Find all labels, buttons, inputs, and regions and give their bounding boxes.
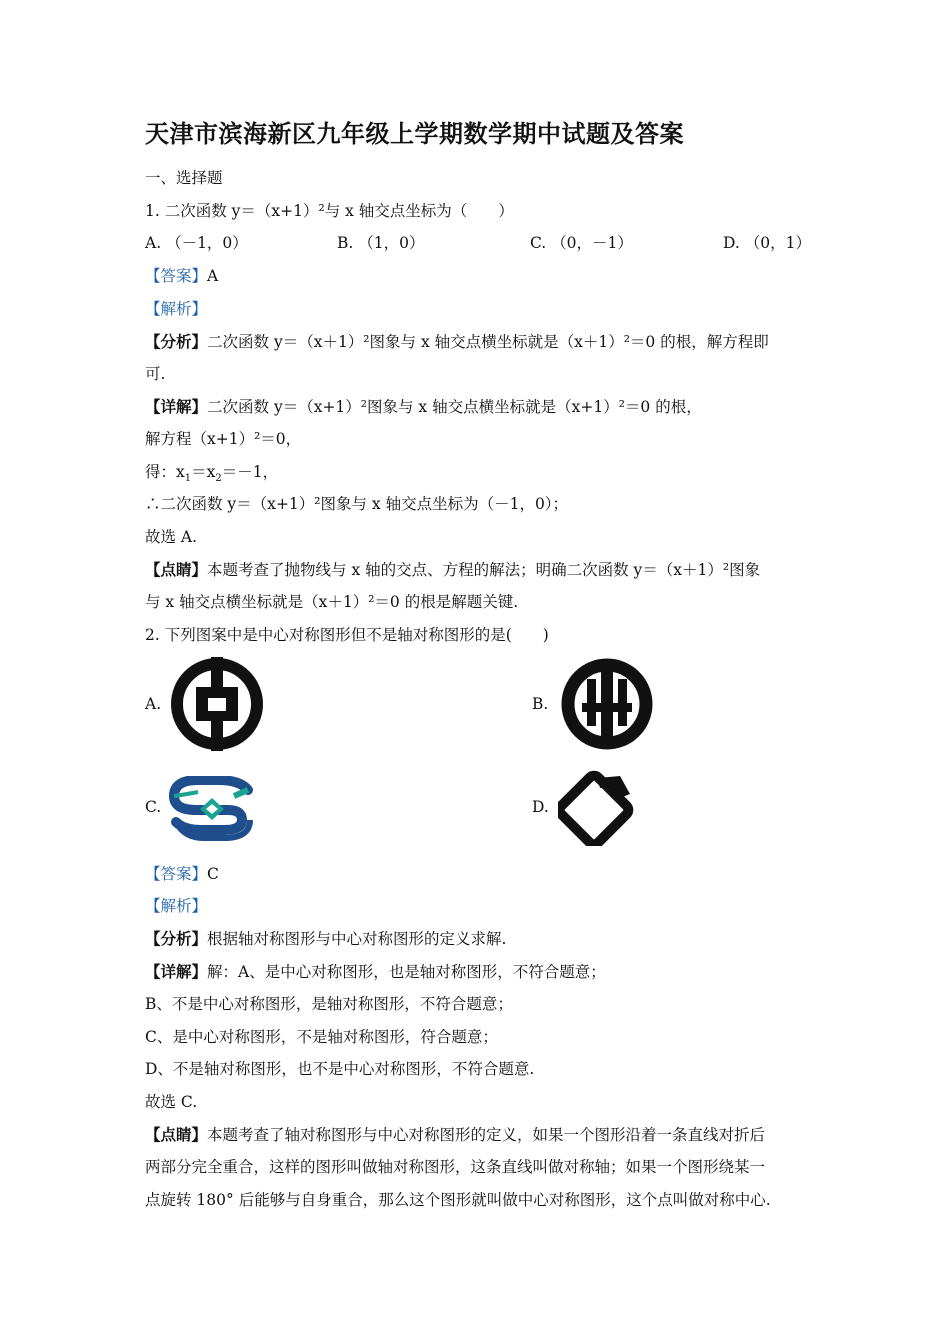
dianjing-text: 本题考查了轴对称图形与中心对称图形的定义，如果一个图形沿着一条直线对折后 — [207, 1126, 766, 1144]
option-label: A. — [145, 234, 162, 252]
answer-tag: 【答案】 — [145, 267, 208, 285]
cmbc-s-logo-icon — [168, 776, 256, 842]
subscript-2: 2 — [215, 473, 222, 485]
subscript-1: 1 — [184, 473, 192, 485]
option-text: （1，0） — [358, 234, 425, 252]
q1-xiangjie-3 — [145, 460, 278, 484]
xiangjie-tag: 【详解】 — [145, 397, 208, 416]
xiangjie-3-part: ＝－1， — [221, 463, 279, 481]
answer-value: A — [207, 267, 219, 285]
section-heading: 一、选择题 — [145, 169, 223, 187]
dianjing-tag: 【点睛】 — [145, 560, 208, 579]
option-text: （0，1） — [744, 234, 811, 252]
q1-xiangjie-4: ∴二次函数 y＝（x+1）²图象与 x 轴交点坐标为（－1，0）； — [145, 495, 569, 513]
fenxi-tag: 【分析】 — [145, 929, 208, 948]
q2-xiangjie-3: C、是中心对称图形，不是轴对称图形，符合题意； — [145, 1028, 498, 1046]
q1-option-d — [723, 231, 811, 253]
q2-dianjing-2: 两部分完全重合，这样的图形叫做轴对称图形，这条直线叫做对称轴；如果一个图形绕某一 — [145, 1158, 766, 1176]
q1-jiexi-tag: 【解析】 — [145, 300, 208, 318]
xiangjie-3-part: ＝x — [191, 463, 216, 481]
option-text: （－1，0） — [166, 234, 248, 252]
q1-dianjing-2: 与 x 轴交点横坐标就是（x＋1）²＝0 的根是解题关键. — [145, 593, 519, 611]
page-title: 天津市滨海新区九年级上学期数学期中试题及答案 — [145, 120, 684, 148]
ccb-logo-icon — [558, 770, 636, 846]
q2-jiexi-tag: 【解析】 — [145, 897, 208, 915]
q2-option-a-label: A. — [145, 695, 162, 713]
q2-stem: 2. 下列图案中是中心对称图形但不是轴对称图形的是( ) — [145, 626, 549, 644]
fenxi-tag: 【分析】 — [145, 332, 208, 351]
q2-xiangjie-2: B、不是中心对称图形，是轴对称图形，不符合题意； — [145, 995, 513, 1013]
xiangjie-text: 二次函数 y＝（x+1）²图象与 x 轴交点横坐标就是（x+1）²＝0 的根， — [207, 398, 702, 416]
q2-xiangjie-5: 故选 C. — [145, 1093, 198, 1111]
q2-xiangjie — [145, 960, 606, 982]
dianjing-tag: 【点睛】 — [145, 1125, 208, 1144]
option-label: B. — [337, 234, 354, 252]
q1-option-c — [530, 231, 633, 253]
xiangjie-tag: 【详解】 — [145, 962, 208, 981]
q2-dianjing-3: 点旋转 180° 后能够与自身重合，那么这个图形就叫做中心对称图形，这个点叫做对称中心. — [145, 1191, 771, 1209]
q1-fenxi — [145, 330, 769, 352]
fenxi-text: 根据轴对称图形与中心对称图形的定义求解. — [207, 930, 507, 948]
agricultural-bank-logo-icon — [560, 657, 654, 751]
q1-fenxi-cont: 可. — [145, 365, 166, 383]
q1-xiangjie-5: 故选 A. — [145, 528, 198, 546]
q2-fenxi — [145, 927, 506, 949]
option-label: C. — [530, 234, 547, 252]
xiangjie-3-part: 得：x — [145, 463, 185, 481]
q2-answer — [145, 862, 219, 884]
q1-answer — [145, 264, 218, 286]
q2-xiangjie-4: D、不是轴对称图形，也不是中心对称图形，不符合题意. — [145, 1060, 535, 1078]
q1-option-b — [337, 231, 425, 253]
answer-value: C — [207, 865, 219, 883]
q1-xiangjie-2: 解方程（x+1）²＝0， — [145, 430, 302, 448]
answer-tag: 【答案】 — [145, 865, 208, 883]
bank-of-china-logo-icon — [170, 657, 264, 751]
q2-option-c-label: C. — [145, 798, 162, 816]
q1-option-a — [145, 231, 248, 253]
dianjing-text: 本题考查了抛物线与 x 轴的交点、方程的解法；明确二次函数 y＝（x＋1）²图象 — [207, 561, 761, 579]
q2-dianjing — [145, 1123, 765, 1145]
q1-xiangjie — [145, 395, 702, 417]
q2-option-b-label: B. — [532, 695, 549, 713]
option-label: D. — [723, 234, 740, 252]
xiangjie-text: 解：A、是中心对称图形，也是轴对称图形，不符合题意； — [207, 963, 606, 981]
q1-stem: 1. 二次函数 y＝（x+1）²与 x 轴交点坐标为（ ） — [145, 202, 514, 220]
q1-dianjing — [145, 558, 760, 580]
fenxi-text: 二次函数 y＝（x＋1）²图象与 x 轴交点横坐标就是（x＋1）²＝0 的根，解方程即 — [207, 333, 769, 351]
option-text: （0，－1） — [551, 234, 633, 252]
q2-option-d-label: D. — [532, 798, 549, 816]
